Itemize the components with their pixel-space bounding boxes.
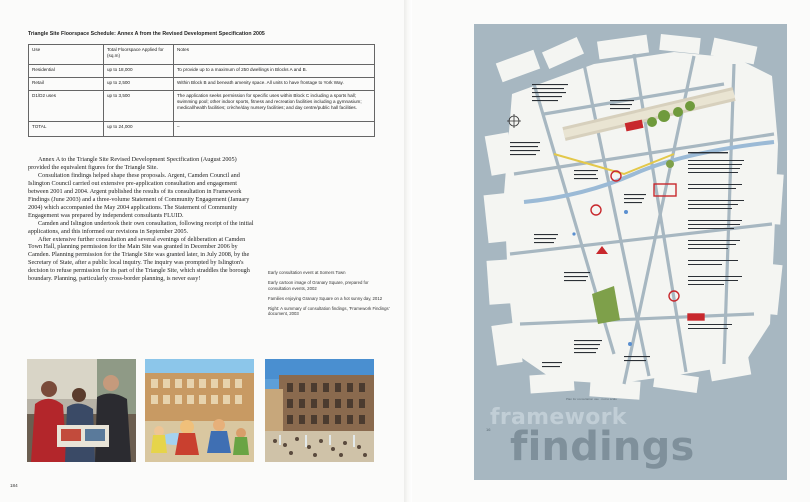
body-paragraph: After extensive further consultation and several evenings of deliberation at Camden Town Hall, planning permission for the Main Site was granted in December 2006 by Camden. Planning permission for the Triangle Site was granted later, in July 2008, by the Secretary of State, after a public local inquiry. The inquiry was prompted by Islington's decision to refuse permission for its part of the Triangle Site, which straddles the borough boundary. Planning, particularly cross-border planning, is never easy! [28,235,250,283]
table-row [29,65,375,78]
table-cell-notes: The application seeks permission for specific uses within Block C including a sports hall; swimming pool; other indoor sports, fitness and recreation facilities including a gymnasium; medical/health facilities; crèche/day nursery facilities; and day centre/public hall facilities. [174,91,375,122]
floorspace-table [28,44,375,137]
body-paragraph: Consultation findings helped shape these proposals. Argent, Camden Council and Islington Council carried out extensive pre-application consultation and engagement between 2001 and 2004. Argent published the results of its consultation in Framework Findings (June 2003) and a three-volume Statement of Community Engagement (January 2004) which accompanied the May 2004 applications. The Statement of Community Engagement was prepared by independent consultants FLUID. [28,171,250,219]
table-cell-use: Residential [29,65,104,78]
table-cell-notes: Within Block B and beneath amenity space. All units to have frontage to York Way. [174,78,375,91]
table-cell-use: TOTAL [29,122,104,137]
table-row [29,91,375,122]
right-page-number: 16 [486,427,491,432]
table-header-cell: Use [29,45,104,65]
table-title: Triangle Site Floorspace Schedule: Annex A from the Revised Development Specification 2005 [28,31,265,37]
table-header-row [29,45,375,65]
table-cell-use: D1/D2 uses [29,91,104,122]
photo-cartoon-granary-square [145,359,254,462]
heading-framework: framework [490,405,627,430]
heading-findings: findings [510,424,695,470]
table-cell-floorspace: up to 2,500 [104,78,174,91]
table-header-cell: Notes [174,45,375,65]
table-cell-floorspace: up to 3,500 [104,91,174,122]
caption: Families enjoying Granary Square on a hot sunny day, 2012 [268,295,383,301]
table-cell-notes: To provide up to a maximum of 250 dwellings in Blocks A and B. [174,65,375,78]
photo-consultation-event [27,359,136,462]
table-cell-floorspace: up to 18,000 [104,65,174,78]
book-gutter [404,0,412,502]
caption: Early cartoon image of Granary Square, prepared for consultation events, 2002 [268,279,369,291]
body-text [28,156,259,283]
body-paragraph: Camden and Islington undertook their own consultation, following receipt of the initial applications, and this informed our revisions in September 2005. [28,219,254,235]
caption: Right: A summary of consultation findings, 'Framework Findings' document, 2003 [268,305,390,317]
table-cell-notes: – [174,122,375,137]
page-number: 184 [10,483,18,488]
right-page-framework-findings [474,24,787,480]
table-cell-floorspace: up to 24,000 [104,122,174,137]
caption: Early consultation event at Somers Town [268,270,346,275]
photo-granary-square-sunny-day [265,359,374,462]
table-header-cell: Total Floorspace Applied for (sq.m) [104,45,174,65]
table-row [29,78,375,91]
map-credit: Plan for consultation use · not to scale [566,397,617,401]
table-cell-use: Retail [29,78,104,91]
table-row [29,122,375,137]
image-captions [268,270,390,321]
body-paragraph: Annex A to the Triangle Site Revised Development Specification (August 2005) provided the equivalent figures for the Triangle Site. [28,156,237,171]
